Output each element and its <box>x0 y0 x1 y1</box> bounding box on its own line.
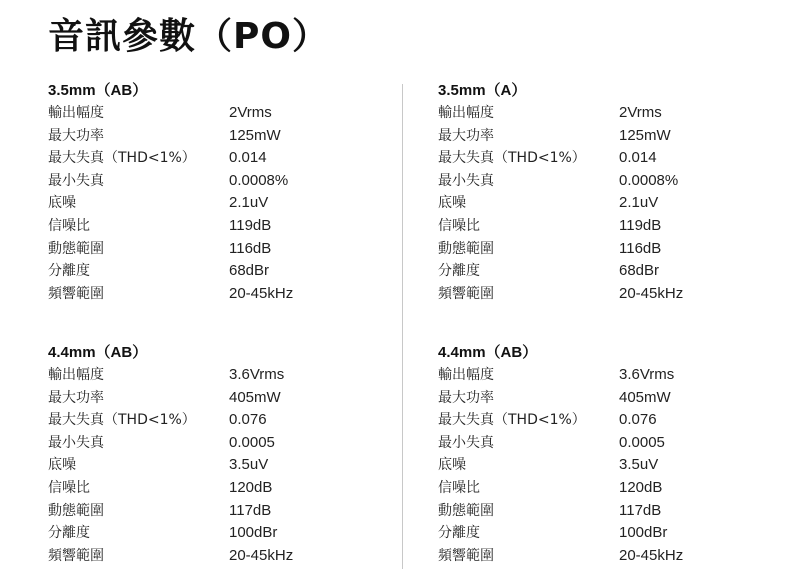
spec-label: 頻響範圍 <box>438 547 494 564</box>
spec-value: 116dB <box>619 239 662 257</box>
spec-row <box>48 409 378 432</box>
spec-label: 底噪 <box>48 457 76 474</box>
spec-label: 最大失真（THD<1%） <box>48 150 196 167</box>
spec-value: 2.1uV <box>229 194 269 212</box>
spec-row <box>48 432 378 455</box>
spec-label: 底噪 <box>48 195 76 212</box>
spec-row <box>48 125 378 148</box>
spec-value: 3.5uV <box>229 456 269 474</box>
spec-label: 最大失真（THD<1%） <box>438 150 586 167</box>
spec-label: 輸出幅度 <box>48 367 104 383</box>
spec-row <box>438 238 768 261</box>
spec-value: 117dB <box>229 501 272 519</box>
spec-row <box>438 192 768 215</box>
spec-label: 動態範圍 <box>438 502 494 519</box>
column-divider <box>402 84 403 569</box>
spec-row <box>48 454 378 477</box>
spec-row <box>48 522 378 545</box>
spec-row <box>438 409 768 432</box>
spec-row <box>48 102 378 125</box>
spec-row <box>48 500 378 523</box>
spec-row <box>438 170 768 193</box>
spec-label: 最大功率 <box>438 127 494 144</box>
spec-row <box>438 387 768 410</box>
spec-row <box>438 522 768 545</box>
spec-row <box>48 364 378 387</box>
spec-label: 底噪 <box>438 457 466 474</box>
spec-label: 最大功率 <box>48 389 104 406</box>
spec-value: 100dBr <box>229 524 278 542</box>
spec-section-3-5mm-a <box>438 79 768 305</box>
spec-row <box>438 283 768 306</box>
spec-value: 119dB <box>619 216 662 234</box>
spec-row <box>438 500 768 523</box>
spec-value: 0.0008% <box>229 171 289 189</box>
spec-row <box>48 260 378 283</box>
spec-value: 2Vrms <box>619 104 662 121</box>
section-title: 3.5mm（AB） <box>48 82 148 99</box>
spec-section-3-5mm-ab <box>48 79 378 305</box>
spec-row <box>438 102 768 125</box>
spec-label: 動態範圍 <box>48 240 104 257</box>
spec-value: 116dB <box>229 239 272 257</box>
spec-label: 輸出幅度 <box>438 367 494 383</box>
spec-label: 頻響範圍 <box>438 285 494 302</box>
spec-label: 動態範圍 <box>438 240 494 257</box>
spec-row <box>48 147 378 170</box>
spec-value: 20-45kHz <box>619 546 684 564</box>
spec-value: 2.1uV <box>619 194 659 212</box>
spec-value: 68dBr <box>619 262 660 280</box>
spec-value: 0.0005 <box>619 433 665 451</box>
spec-value: 0.0008% <box>619 171 679 189</box>
spec-value: 0.014 <box>229 149 267 167</box>
spec-label: 最小失真 <box>438 172 494 189</box>
spec-row <box>438 364 768 387</box>
spec-label: 底噪 <box>438 195 466 212</box>
spec-row <box>438 215 768 238</box>
spec-label: 信噪比 <box>48 217 90 234</box>
spec-label: 最大失真（THD<1%） <box>48 412 196 429</box>
spec-label: 信噪比 <box>438 479 480 496</box>
spec-row <box>48 545 378 568</box>
spec-row <box>438 147 768 170</box>
spec-value: 3.6Vrms <box>229 366 285 383</box>
spec-label: 分離度 <box>48 263 90 280</box>
spec-label: 最小失真 <box>48 434 104 451</box>
spec-row <box>438 545 768 568</box>
spec-row <box>438 125 768 148</box>
spec-value: 3.5uV <box>619 456 659 474</box>
spec-value: 405mW <box>619 388 671 406</box>
spec-row <box>438 454 768 477</box>
spec-label: 動態範圍 <box>48 502 104 519</box>
spec-label: 分離度 <box>48 525 90 542</box>
spec-value: 20-45kHz <box>229 546 294 564</box>
spec-label: 頻響範圍 <box>48 285 104 302</box>
spec-value: 20-45kHz <box>229 284 294 302</box>
spec-label: 輸出幅度 <box>48 105 104 121</box>
spec-section-4-4mm-ab-left <box>48 341 378 567</box>
spec-value: 0.076 <box>619 411 657 429</box>
spec-row <box>48 477 378 500</box>
spec-row <box>48 192 378 215</box>
spec-value: 120dB <box>619 478 663 496</box>
spec-value: 119dB <box>229 216 272 234</box>
spec-label: 最大功率 <box>48 127 104 144</box>
spec-label: 分離度 <box>438 263 480 280</box>
page-title: 音訊參數（PO） <box>48 16 329 57</box>
spec-label: 最小失真 <box>48 172 104 189</box>
section-title: 3.5mm（A） <box>438 82 527 99</box>
spec-label: 分離度 <box>438 525 480 542</box>
spec-value: 125mW <box>619 126 671 144</box>
spec-section-4-4mm-ab-right <box>438 341 768 567</box>
spec-row <box>48 170 378 193</box>
section-title: 4.4mm（AB） <box>438 344 538 361</box>
spec-label: 信噪比 <box>48 479 90 496</box>
spec-value: 125mW <box>229 126 281 144</box>
spec-value: 68dBr <box>229 262 270 280</box>
spec-label: 信噪比 <box>438 217 480 234</box>
spec-value: 2Vrms <box>229 104 272 121</box>
spec-value: 0.0005 <box>229 433 275 451</box>
spec-value: 3.6Vrms <box>619 366 675 383</box>
spec-row <box>438 477 768 500</box>
spec-label: 頻響範圍 <box>48 547 104 564</box>
spec-row <box>48 387 378 410</box>
spec-row <box>438 260 768 283</box>
spec-row <box>48 238 378 261</box>
spec-label: 最大失真（THD<1%） <box>438 412 586 429</box>
spec-label: 最小失真 <box>438 434 494 451</box>
spec-value: 0.014 <box>619 149 657 167</box>
spec-label: 輸出幅度 <box>438 105 494 121</box>
spec-value: 20-45kHz <box>619 284 684 302</box>
spec-row <box>48 283 378 306</box>
spec-value: 120dB <box>229 478 273 496</box>
spec-value: 117dB <box>619 501 662 519</box>
spec-value: 0.076 <box>229 411 267 429</box>
spec-label: 最大功率 <box>438 389 494 406</box>
spec-value: 100dBr <box>619 524 668 542</box>
spec-value: 405mW <box>229 388 281 406</box>
spec-row <box>438 432 768 455</box>
section-title: 4.4mm（AB） <box>48 344 148 361</box>
spec-row <box>48 215 378 238</box>
